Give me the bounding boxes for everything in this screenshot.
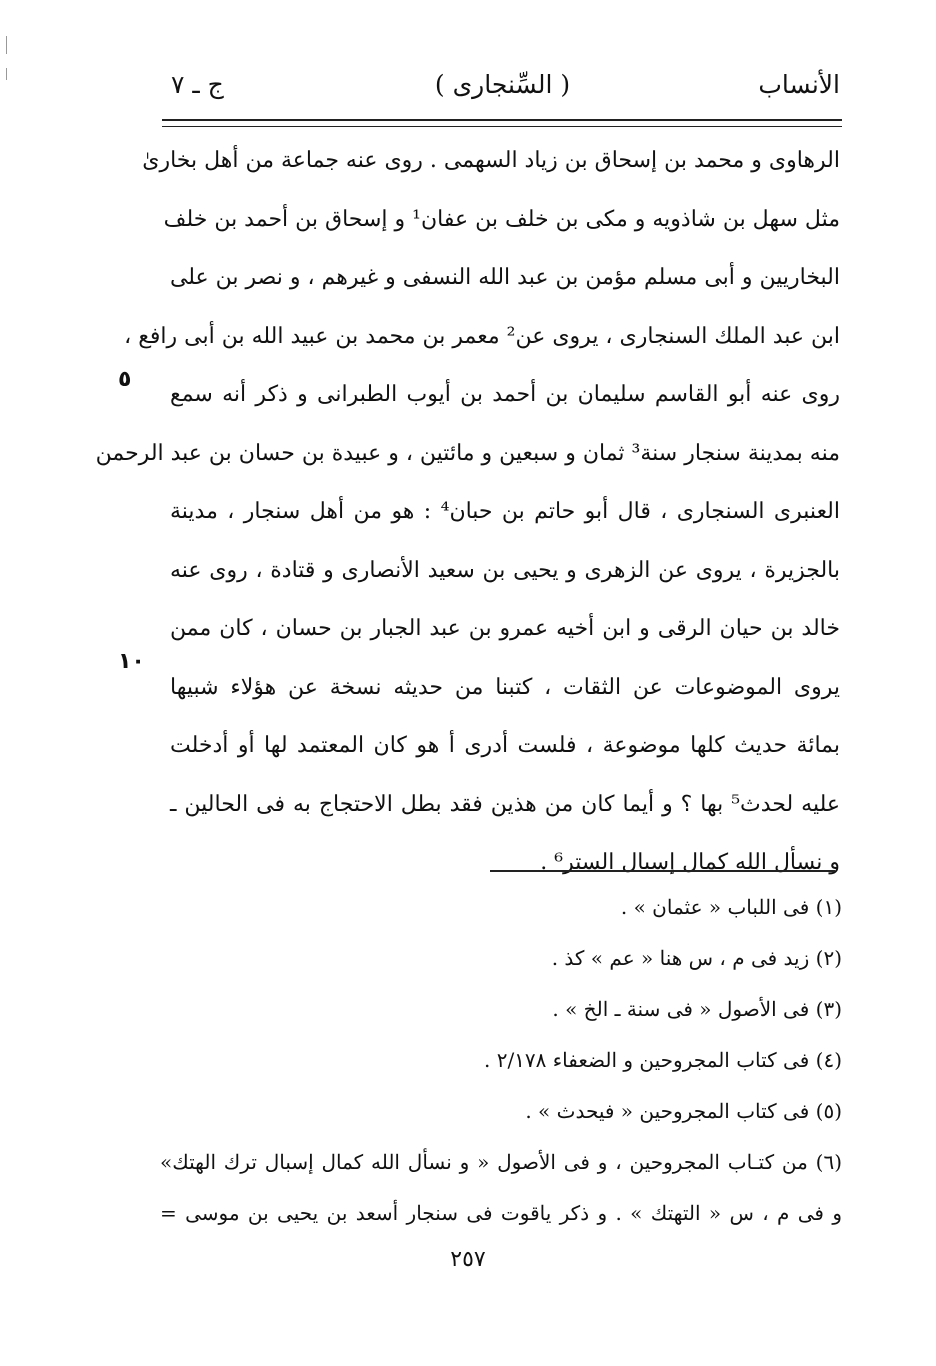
text-line: و نسأل الله كمال إسبال الستر⁶ . xyxy=(540,850,840,875)
page-number: ٢٥٧ xyxy=(450,1247,486,1272)
text-line: الرهاوى و محمد بن إسحاق بن زياد السهمى . روى عنه جماعة من أهل بخارىٰ xyxy=(142,148,840,173)
line-number-ten: ١٠ xyxy=(118,649,145,674)
text-line: يروى الموضوعات عن الثقات ، كتبنا من حديثه نسخة عن هؤلاء شبيها xyxy=(170,674,840,700)
text-line: مثل سهل بن شاذويه و مكى بن خلف بن عفان¹ و إسحاق بن أحمد بن خلف xyxy=(163,206,840,232)
footnote: (٤) فى كتاب المجروحين و الضعفاء ٢/١٧٨ . xyxy=(483,1048,842,1072)
text-line: منه بمدينة سنجار سنة³ ثمان و سبعين و مائتين ، و عبيدة بن حسان بن عبد الرحمن xyxy=(95,440,840,466)
footnotes xyxy=(160,882,842,1239)
text-line: البخاريين و أبى مسلم مؤمن بن عبد الله النسفى و غيرهم ، و نصر بن على xyxy=(169,265,840,290)
footnote: (٥) فى كتاب المجروحين « فيحدث » . xyxy=(525,1099,842,1123)
text-line: عليه لحدث⁵ بها ؟ و أيما كان من هذين فقد بطل الاحتجاج به فى الحالين ـ xyxy=(170,791,841,817)
text-line: العنبرى السنجارى ، قال أبو حاتم بن حبان⁴ : هو من أهل سنجار ، مدينة xyxy=(170,499,840,524)
footnote: (٢) زيد فى م ، س هنا « عم » كذ . xyxy=(551,946,842,970)
line-number-five: ٥ xyxy=(118,367,132,392)
text-line: روى عنه أبو القاسم سليمان بن أحمد بن أيوب الطبرانى و ذكر أنه سمع xyxy=(170,382,840,407)
footnote: (٦) من كتـاب المجروحين ، و فى الأصول « و نسأل الله كمال إسبال ترك الهتك» xyxy=(160,1150,842,1174)
footnote: (١) فى اللباب « عثمان » . xyxy=(620,895,842,919)
header-volume: ج ـ ٧ xyxy=(171,70,224,99)
text-line: بالجزيرة ، يروى عن الزهرى و يحيى بن سعيد الأنصارى و قتادة ، روى عنه xyxy=(170,557,840,583)
header-entry-title: ( السِّنجارى ) xyxy=(434,70,571,99)
text-line: بمائة حديث كلها موضوعة ، فلست أدرى أ هو كان المعتمد لها أو أدخلت xyxy=(170,733,840,758)
footnote: (٣) فى الأصول « فى سنة ـ الخ » . xyxy=(552,997,842,1021)
footnote-rule xyxy=(490,870,835,872)
scan-edge-mark xyxy=(6,68,7,80)
header-book-title: الأنساب xyxy=(758,70,840,99)
header-rule xyxy=(162,119,842,127)
footnote: و فى م ، س « التهتك » . و ذكر ياقوت فى سنجار أسعد بن يحيى بن موسى = xyxy=(160,1201,842,1225)
scan-edge-mark xyxy=(6,36,7,54)
running-header xyxy=(165,64,840,108)
text-line: خالد بن حيان الرقى و ابن أخيه عمرو بن عبد الجبار بن حسان ، كان ممن xyxy=(170,616,840,641)
text-line: ابن عبد الملك السنجارى ، يروى عن² معمر بن محمد بن عبيد الله بن أبى رافع ، xyxy=(124,323,840,349)
